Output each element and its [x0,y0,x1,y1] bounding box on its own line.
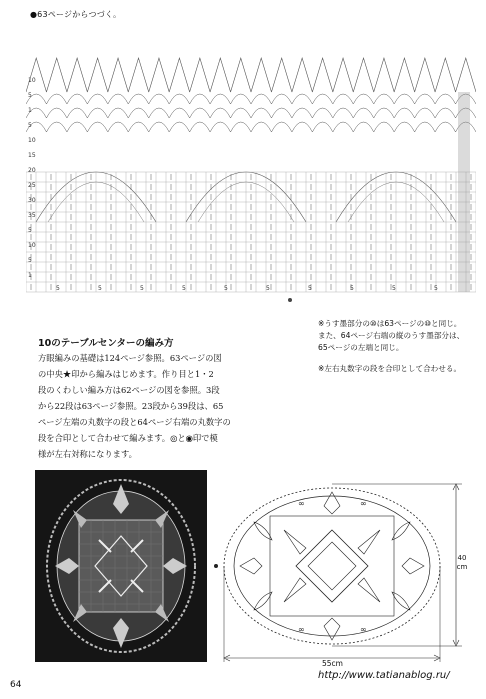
stitch-number: 5 [308,285,312,292]
row-number: 35 [28,212,36,219]
width-label: 55cm [322,659,343,668]
stitch-number: 5 [56,285,60,292]
row-number: 10 [28,77,36,84]
stitch-number: 5 [266,285,270,292]
body-line: から22段は63ページ参照。23段から39段は、65 [38,401,224,411]
body-line: 段を合印として合わせて編みます。◎と◉印で模 [38,433,218,443]
row-number: 15 [28,152,36,159]
note-line: また、64ページ右端の縦のうす墨部分は、 [318,331,465,340]
body-line: 方眼編みの基礎は124ページ参照。63ページの図 [38,353,222,363]
body-line: 段のくわしい編み方は62ページの図を参照。3段 [38,385,220,395]
stitch-number: 5 [140,285,144,292]
body-line: 様が左右対称になります。 [38,449,137,459]
stitch-number: 5 [392,285,396,292]
stitch-number: 5 [224,285,228,292]
size-diagram [210,470,480,670]
height-value: 40 [457,554,467,562]
height-label [450,554,474,572]
row-number: 10 [28,242,36,249]
height-unit: cm [456,563,468,571]
row-number: 5 [28,227,32,234]
svg-text:∞: ∞ [298,625,305,634]
notes-block [318,318,482,375]
stitch-number: 5 [350,285,354,292]
center-mark [288,298,292,302]
note-line: ※うす墨部分の⑩は63ページの⑩と同じ。 [318,319,462,328]
svg-text:∞: ∞ [360,625,367,634]
row-number: 5 [28,257,32,264]
note-line: 65ページの左端と同じ。 [318,343,404,352]
article-heading: 10のテーブルセンターの編み方 [38,338,174,349]
doily-photo [35,470,207,662]
stitch-number: 5 [98,285,102,292]
row-number: 1 [28,107,32,114]
svg-text:∞: ∞ [298,499,305,508]
continuation-note: ●63ページからつづく。 [30,10,122,19]
crochet-chart [26,52,476,302]
note-line: ※左右丸数字の段を合印として合わせる。 [318,364,462,373]
row-number: 5 [28,92,32,99]
blog-watermark: http://www.tatianablog.ru/ [318,670,450,681]
stitch-number: 5 [182,285,186,292]
article-body [38,350,300,462]
row-number: 20 [28,167,36,174]
row-number: 30 [28,197,36,204]
body-line: の中央★印から編みはじめます。作り目と1・2 [38,369,214,379]
row-number: 10 [28,137,36,144]
page-number: 64 [10,680,22,690]
row-number: 25 [28,182,36,189]
stitch-number: 5 [434,285,438,292]
body-line: ページ左端の丸数字の段と64ページ右端の丸数字の [38,417,231,427]
svg-text:∞: ∞ [360,499,367,508]
row-number: 1 [28,272,32,279]
row-number: 5 [28,122,32,129]
